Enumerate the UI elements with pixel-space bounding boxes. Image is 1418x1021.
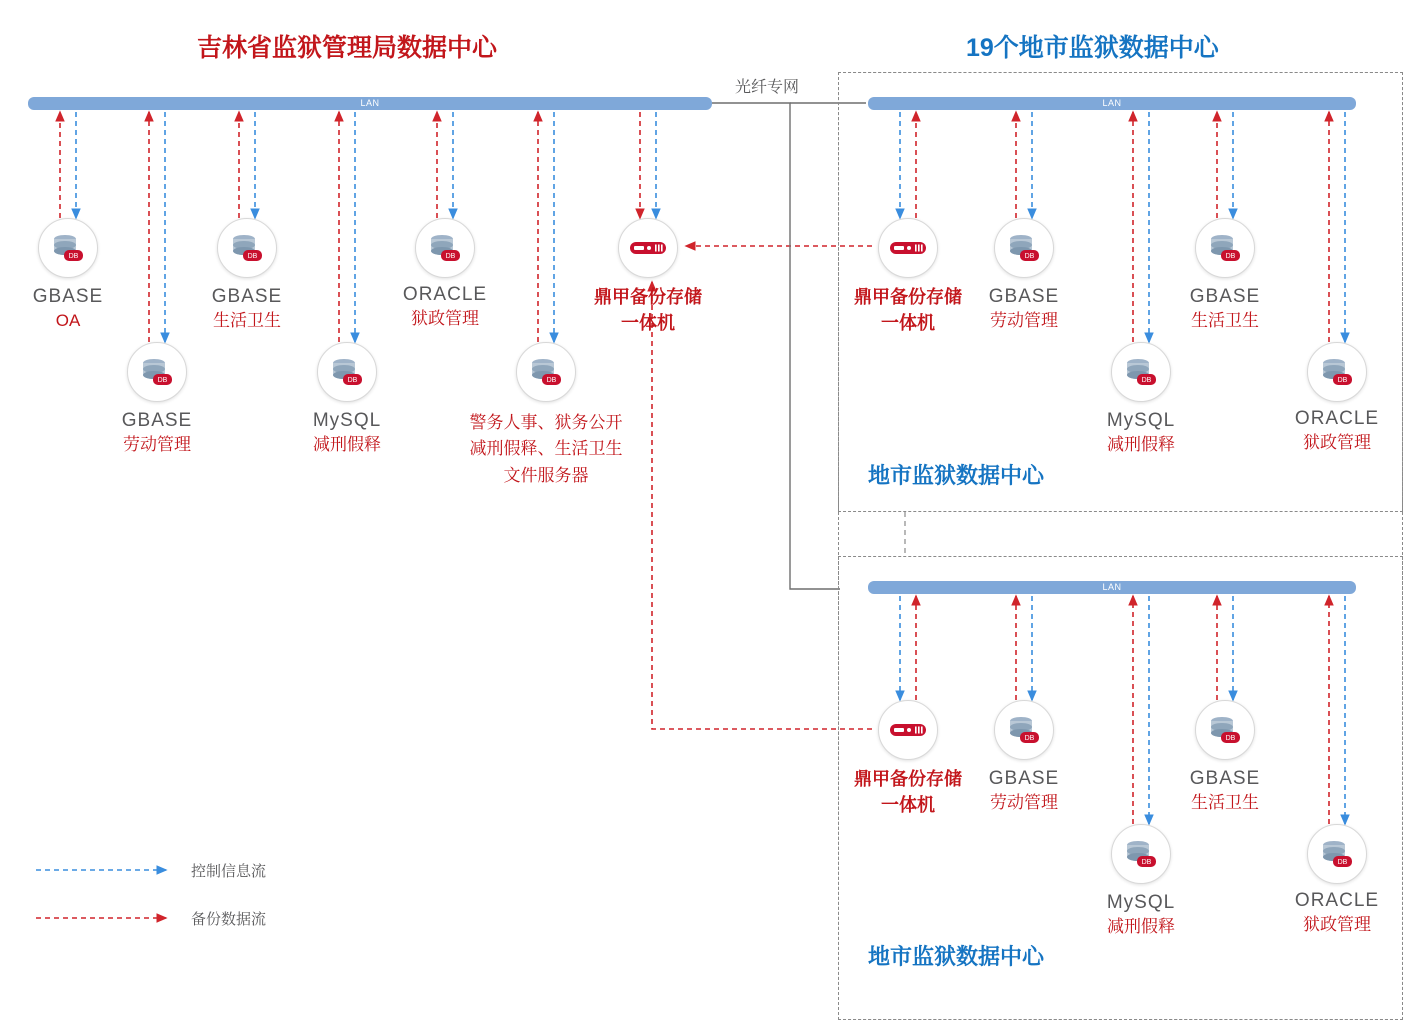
backup-appliance-icon — [629, 239, 667, 257]
label-province-backup-appliance — [568, 284, 728, 336]
svg-text:DB: DB — [1024, 735, 1035, 742]
node-name: ORACLE — [402, 284, 488, 305]
node-city1-oracle-prison-admin[interactable] — [1307, 342, 1367, 402]
city-zone-1-label: 地市监狱数据中心 — [868, 463, 1045, 488]
node-desc: 生活卫生 — [213, 310, 281, 330]
node-city2-oracle-prison-admin[interactable] — [1307, 824, 1367, 884]
label-province-gbase-labor — [97, 408, 217, 457]
desc-line: 鼎甲备份存储 — [854, 287, 962, 307]
svg-text:DB: DB — [1225, 735, 1236, 742]
node-desc: OA — [55, 310, 81, 330]
database-icon — [1320, 357, 1354, 387]
node-city1-mysql-parole[interactable] — [1111, 342, 1171, 402]
backup-appliance-icon — [889, 721, 927, 739]
node-province-gbase-oa[interactable] — [38, 218, 98, 278]
node-desc: 生活卫生 — [1191, 792, 1259, 812]
node-city2-gbase-health[interactable] — [1195, 700, 1255, 760]
database-icon — [51, 233, 85, 263]
label-province-gbase-health — [187, 284, 307, 333]
lan-label: LAN — [1102, 582, 1122, 592]
database-icon — [1320, 839, 1354, 869]
node-province-gbase-labor[interactable] — [127, 342, 187, 402]
label-province-file-server — [446, 410, 646, 489]
control-flow-arrow-icon — [34, 864, 179, 876]
node-desc: 狱政管理 — [1303, 432, 1371, 452]
node-desc: 生活卫生 — [1191, 310, 1259, 330]
backup-flow-arrow-icon — [34, 912, 179, 924]
node-name: GBASE — [32, 286, 104, 307]
svg-text:DB: DB — [347, 377, 358, 384]
database-icon — [1208, 233, 1242, 263]
svg-text:DB: DB — [157, 377, 168, 384]
svg-text:DB: DB — [1141, 859, 1152, 866]
city-zone-2-label: 地市监狱数据中心 — [868, 944, 1045, 969]
node-desc: 减刑假释 — [313, 434, 381, 454]
node-name: MySQL — [312, 410, 382, 431]
label-city2-mysql-parole — [1081, 890, 1201, 939]
database-icon — [230, 233, 264, 263]
page-title-province: 吉林省监狱管理局数据中心 — [197, 34, 498, 62]
database-icon — [529, 357, 563, 387]
legend-item-backup-flow — [34, 908, 334, 938]
backup-appliance-icon — [889, 239, 927, 257]
label-city1-gbase-labor — [964, 284, 1084, 333]
node-desc: 减刑假释 — [1107, 916, 1175, 936]
database-icon — [140, 357, 174, 387]
lan-bar-city-2 — [868, 581, 1356, 594]
desc-line: 文件服务器 — [503, 465, 589, 485]
node-name: ORACLE — [1294, 408, 1380, 429]
node-name: ORACLE — [1294, 890, 1380, 911]
desc-line: 警务人事、狱务公开 — [469, 413, 623, 432]
legend — [34, 860, 334, 938]
node-province-mysql-parole[interactable] — [317, 342, 377, 402]
page-title-cities: 19个地市监狱数据中心 — [966, 34, 1219, 62]
node-province-gbase-health[interactable] — [217, 218, 277, 278]
label-city2-oracle-prison-admin — [1277, 888, 1397, 937]
node-city2-backup-appliance[interactable] — [878, 700, 938, 760]
svg-text:DB: DB — [1024, 253, 1035, 260]
node-province-file-server[interactable] — [516, 342, 576, 402]
node-name: GBASE — [1189, 768, 1261, 789]
label-province-gbase-oa — [8, 284, 128, 333]
node-desc: 减刑假释 — [1107, 434, 1175, 454]
desc-line: 鼎甲备份存储 — [854, 769, 962, 789]
database-icon — [1124, 357, 1158, 387]
fiber-network-label: 光纤专网 — [735, 79, 800, 96]
database-icon — [1007, 233, 1041, 263]
node-name: GBASE — [1189, 286, 1261, 307]
node-city2-mysql-parole[interactable] — [1111, 824, 1171, 884]
node-city1-backup-appliance[interactable] — [878, 218, 938, 278]
legend-item-control-flow — [34, 860, 334, 890]
database-icon — [1007, 715, 1041, 745]
node-name: GBASE — [211, 286, 283, 307]
node-province-backup-appliance[interactable] — [618, 218, 678, 278]
node-desc: 劳动管理 — [990, 310, 1058, 330]
svg-text:DB: DB — [1141, 377, 1152, 384]
database-icon — [428, 233, 462, 263]
database-icon — [1208, 715, 1242, 745]
label-city2-gbase-health — [1165, 766, 1285, 815]
node-name: MySQL — [1106, 892, 1176, 913]
node-name: MySQL — [1106, 410, 1176, 431]
lan-label: LAN — [1102, 98, 1122, 108]
node-province-oracle-prison-admin[interactable] — [415, 218, 475, 278]
database-icon — [1124, 839, 1158, 869]
legend-label: 控制信息流 — [191, 863, 267, 880]
lan-bar-city-1 — [868, 97, 1356, 110]
label-city1-gbase-health — [1165, 284, 1285, 333]
desc-line: 减刑假释、生活卫生 — [469, 439, 623, 459]
desc-line: 一体机 — [881, 313, 935, 334]
database-icon — [330, 357, 364, 387]
svg-text:DB: DB — [1337, 859, 1348, 866]
lan-bar-province — [28, 97, 712, 110]
svg-text:DB: DB — [247, 253, 258, 260]
svg-text:DB: DB — [546, 377, 557, 384]
node-desc: 狱政管理 — [411, 308, 479, 328]
legend-label: 备份数据流 — [191, 911, 267, 928]
label-province-mysql-parole — [287, 408, 407, 457]
node-city1-gbase-health[interactable] — [1195, 218, 1255, 278]
node-city1-gbase-labor[interactable] — [994, 218, 1054, 278]
desc-line: 一体机 — [621, 313, 675, 334]
svg-text:DB: DB — [68, 253, 79, 260]
node-name: GBASE — [121, 410, 193, 431]
node-city2-gbase-labor[interactable] — [994, 700, 1054, 760]
label-city2-gbase-labor — [964, 766, 1084, 815]
svg-text:DB: DB — [1337, 377, 1348, 384]
desc-line: 鼎甲备份存储 — [594, 287, 702, 307]
node-name: GBASE — [988, 768, 1060, 789]
lan-label: LAN — [360, 98, 380, 108]
node-name: GBASE — [988, 286, 1060, 307]
node-desc: 劳动管理 — [123, 434, 191, 454]
node-desc: 劳动管理 — [990, 792, 1058, 812]
label-province-oracle-prison-admin — [385, 282, 505, 331]
svg-text:DB: DB — [1225, 253, 1236, 260]
node-desc: 狱政管理 — [1303, 914, 1371, 934]
label-city1-oracle-prison-admin — [1277, 406, 1397, 455]
svg-text:DB: DB — [445, 253, 456, 260]
desc-line: 一体机 — [881, 795, 935, 816]
label-city1-mysql-parole — [1081, 408, 1201, 457]
